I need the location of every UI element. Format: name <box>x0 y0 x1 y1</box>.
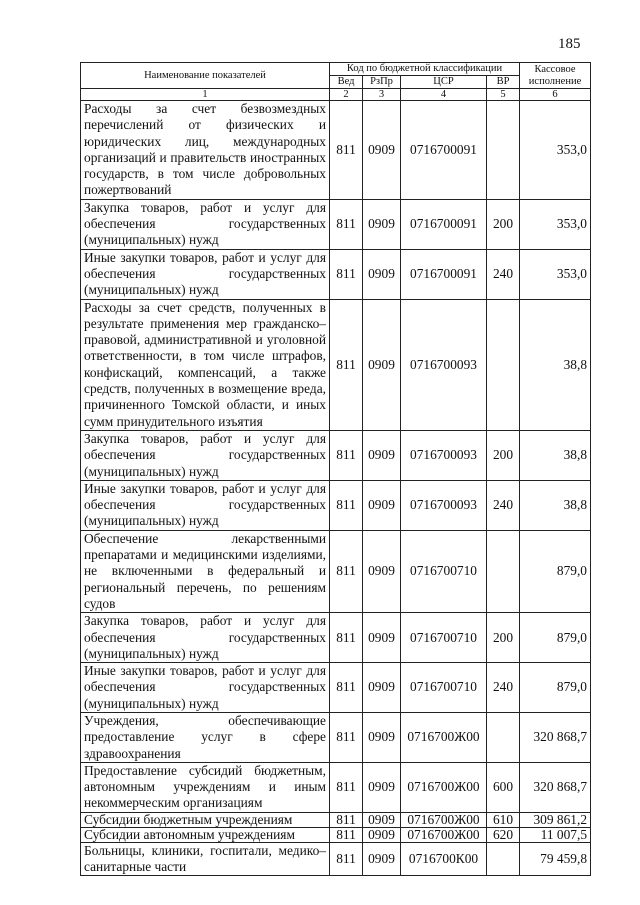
table-row <box>81 530 591 612</box>
table-row <box>81 812 591 827</box>
row-vr: 200 <box>487 613 520 663</box>
row-ved: 811 <box>330 199 363 249</box>
row-ved: 811 <box>330 762 363 812</box>
row-rzpr: 0909 <box>363 249 401 299</box>
row-amount: 879,0 <box>520 613 591 663</box>
row-name: Иные закупки товаров, работ и услуг для обеспечения государственных (муниципальных) нужд <box>81 249 330 299</box>
page-number: 185 <box>558 36 581 52</box>
row-vr <box>487 101 520 200</box>
row-amount: 320 868,7 <box>520 712 591 762</box>
header-amount: Кассовое исполнение <box>520 63 591 89</box>
row-name: Больницы, клиники, госпитали, медико–санитарные части <box>81 842 330 876</box>
row-amount: 320 868,7 <box>520 762 591 812</box>
row-name: Закупка товаров, работ и услуг для обеспечения государственных (муниципальных) нужд <box>81 199 330 249</box>
row-amount: 353,0 <box>520 199 591 249</box>
budget-table <box>80 62 591 876</box>
row-csr: 0716700093 <box>401 430 487 480</box>
row-rzpr: 0909 <box>363 613 401 663</box>
row-rzpr: 0909 <box>363 430 401 480</box>
header-vr: ВР <box>487 76 520 89</box>
row-vr: 240 <box>487 480 520 530</box>
row-ved: 811 <box>330 663 363 713</box>
row-vr: 240 <box>487 663 520 713</box>
table-row <box>81 712 591 762</box>
row-vr <box>487 299 520 430</box>
row-name: Закупка товаров, работ и услуг для обеспечения государственных (муниципальных) нужд <box>81 613 330 663</box>
row-name: Расходы за счет безвозмездных перечислений от физических и юридических лиц, международных организаций и правительств иностранных государств, в том числе добровольных пожертвований <box>81 101 330 200</box>
row-name: Учреждения, обеспечивающие предоставление услуг в сфере здравоохранения <box>81 712 330 762</box>
row-rzpr: 0909 <box>363 101 401 200</box>
row-ved: 811 <box>330 299 363 430</box>
row-rzpr: 0909 <box>363 530 401 612</box>
column-number-row <box>81 89 591 101</box>
table-row <box>81 663 591 713</box>
table-row <box>81 299 591 430</box>
row-rzpr: 0909 <box>363 299 401 430</box>
header-code-group: Код по бюджетной классификации <box>330 63 520 76</box>
row-amount: 309 861,2 <box>520 812 591 827</box>
row-name: Иные закупки товаров, работ и услуг для обеспечения государственных (муниципальных) нужд <box>81 480 330 530</box>
row-csr: 0716700К00 <box>401 842 487 876</box>
row-vr: 200 <box>487 199 520 249</box>
row-ved: 811 <box>330 480 363 530</box>
row-ved: 811 <box>330 530 363 612</box>
header-rzpr: РзПр <box>363 76 401 89</box>
table-row <box>81 480 591 530</box>
row-vr: 240 <box>487 249 520 299</box>
column-number: 4 <box>401 89 487 101</box>
row-amount: 879,0 <box>520 530 591 612</box>
row-name: Закупка товаров, работ и услуг для обеспечения государственных (муниципальных) нужд <box>81 430 330 480</box>
header-csr: ЦСР <box>401 76 487 89</box>
row-amount: 38,8 <box>520 480 591 530</box>
row-name: Расходы за счет средств, полученных в результате применения мер гражданско–правовой, административной и уголовной ответственности, в том числе штрафов, конфискаций, компенсаций, а также средств, полученных в возмещение вреда, причиненного Томской области, и иных сумм принудительного изъятия <box>81 299 330 430</box>
row-csr: 0716700Ж00 <box>401 812 487 827</box>
row-csr: 0716700Ж00 <box>401 827 487 842</box>
row-csr: 0716700093 <box>401 480 487 530</box>
row-rzpr: 0909 <box>363 827 401 842</box>
row-vr: 610 <box>487 812 520 827</box>
table-row <box>81 827 591 842</box>
row-csr: 0716700710 <box>401 663 487 713</box>
row-name: Субсидии бюджетным учреждениям <box>81 812 330 827</box>
column-number: 6 <box>520 89 591 101</box>
row-rzpr: 0909 <box>363 199 401 249</box>
row-csr: 0716700710 <box>401 613 487 663</box>
row-vr <box>487 712 520 762</box>
row-name: Иные закупки товаров, работ и услуг для обеспечения государственных (муниципальных) нужд <box>81 663 330 713</box>
row-csr: 0716700710 <box>401 530 487 612</box>
row-rzpr: 0909 <box>363 762 401 812</box>
row-rzpr: 0909 <box>363 480 401 530</box>
row-amount: 353,0 <box>520 101 591 200</box>
row-name: Предоставление субсидий бюджетным, автономным учреждениям и иным некоммерческим организациям <box>81 762 330 812</box>
row-amount: 353,0 <box>520 249 591 299</box>
row-ved: 811 <box>330 827 363 842</box>
column-number: 5 <box>487 89 520 101</box>
column-number: 1 <box>81 89 330 101</box>
header-name: Наименование показателей <box>81 63 330 89</box>
row-name: Обеспечение лекарственными препаратами и медицинскими изделиями, не включенными в федеральный и региональный перечень, по решениям судов <box>81 530 330 612</box>
row-name: Субсидии автономным учреждениям <box>81 827 330 842</box>
row-amount: 79 459,8 <box>520 842 591 876</box>
table-row <box>81 430 591 480</box>
row-amount: 38,8 <box>520 430 591 480</box>
row-rzpr: 0909 <box>363 712 401 762</box>
row-csr: 0716700093 <box>401 299 487 430</box>
row-ved: 811 <box>330 249 363 299</box>
row-amount: 38,8 <box>520 299 591 430</box>
row-amount: 11 007,5 <box>520 827 591 842</box>
row-rzpr: 0909 <box>363 842 401 876</box>
row-ved: 811 <box>330 613 363 663</box>
header-row <box>81 63 591 76</box>
row-ved: 811 <box>330 430 363 480</box>
column-number: 2 <box>330 89 363 101</box>
column-number: 3 <box>363 89 401 101</box>
row-csr: 0716700091 <box>401 101 487 200</box>
row-csr: 0716700Ж00 <box>401 712 487 762</box>
table-row <box>81 199 591 249</box>
row-amount: 879,0 <box>520 663 591 713</box>
row-ved: 811 <box>330 812 363 827</box>
row-rzpr: 0909 <box>363 663 401 713</box>
row-ved: 811 <box>330 101 363 200</box>
row-csr: 0716700Ж00 <box>401 762 487 812</box>
row-vr: 200 <box>487 430 520 480</box>
table-row <box>81 762 591 812</box>
table-row <box>81 101 591 200</box>
table-row <box>81 613 591 663</box>
row-rzpr: 0909 <box>363 812 401 827</box>
row-ved: 811 <box>330 712 363 762</box>
row-csr: 0716700091 <box>401 249 487 299</box>
table-row <box>81 249 591 299</box>
header-ved: Вед <box>330 76 363 89</box>
row-vr <box>487 842 520 876</box>
row-csr: 0716700091 <box>401 199 487 249</box>
table-row <box>81 842 591 876</box>
row-ved: 811 <box>330 842 363 876</box>
row-vr: 600 <box>487 762 520 812</box>
row-vr <box>487 530 520 612</box>
row-vr: 620 <box>487 827 520 842</box>
